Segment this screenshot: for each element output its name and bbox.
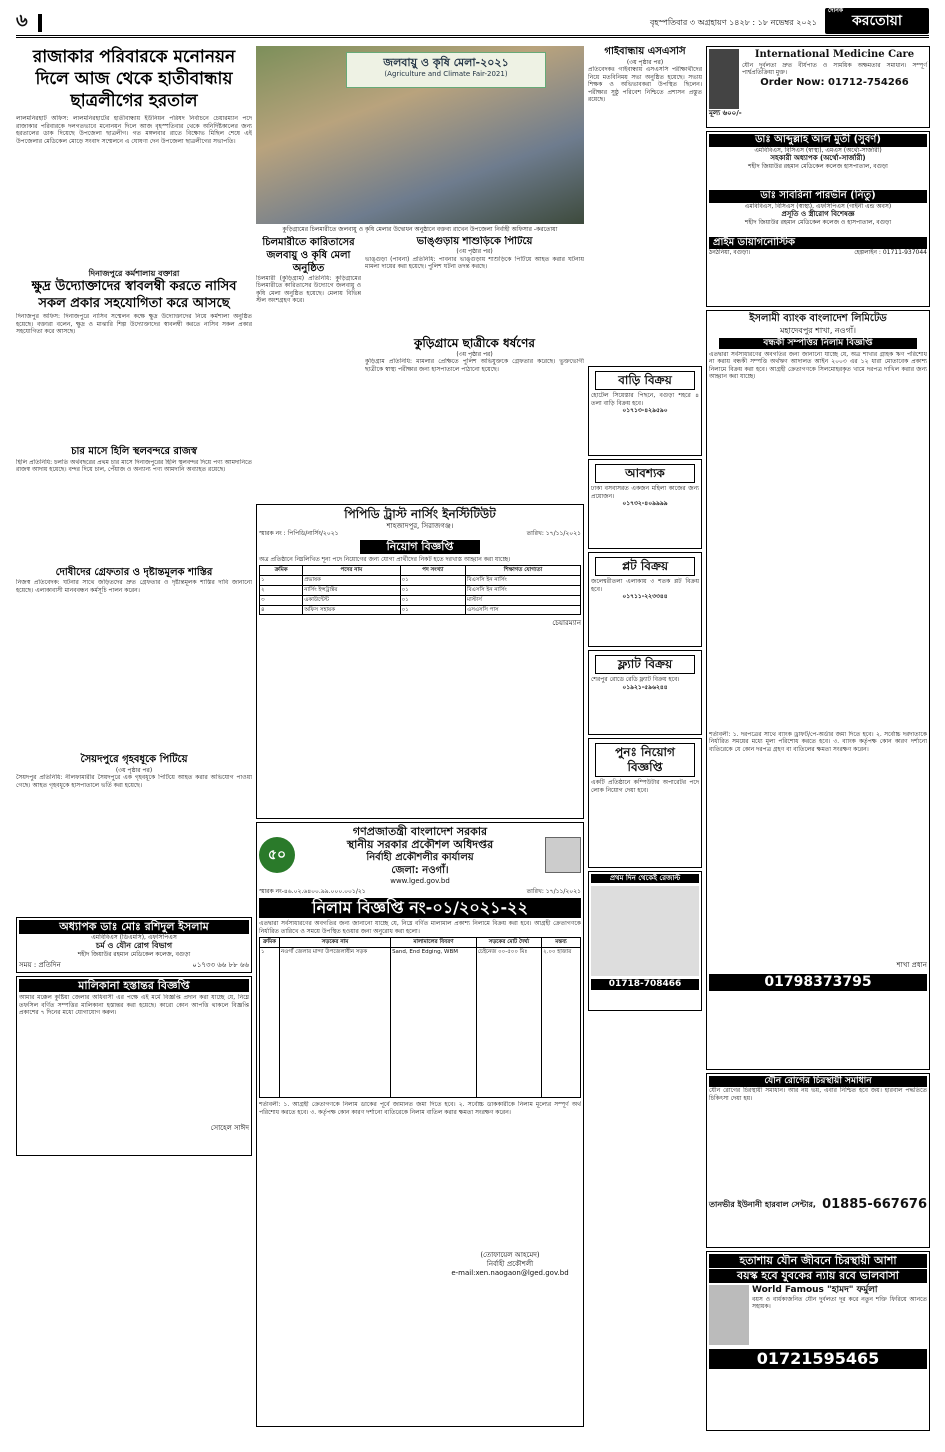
table-row [260,595,581,605]
kurigram-tag: (৩য় পৃষ্ঠার পর) [456,350,493,358]
classified-title: পুনঃ নিয়োগ বিজ্ঞপ্তি [595,743,695,777]
doctor2-address: শহীদ জিয়াউর রহমান মেডিকেল কলেজ ও হাসপাতাল, বগুড়া [744,219,892,226]
nursing-recruitment-ad [256,504,584,819]
gaibandha-tag: (৩য় পৃষ্ঠার পর) [626,58,664,66]
classified-phone: ০১৭৩২-৪০৯৯৯৯ [622,500,668,507]
product-ad-phone: 01718-708466 [591,979,699,990]
news-photo [256,46,584,224]
lged-dept: স্থানীয় সরকার প্রকৌশল অধিদপ্তর [346,838,494,852]
cell: মাস্টার্স [466,595,581,605]
sub-tag: দিনাজপুরে কর্মশালায় বক্তারা [88,269,180,279]
doctor-ad-time: সময় : প্রতিদিন [19,960,61,969]
cell: একাউন্টেন্ট [303,595,400,605]
diagnostic-phone: হেল্পলাইন : 01711-937044 [854,249,927,256]
doctor-ad [16,917,252,973]
herbal-phone: 01885-667676 [822,1197,927,1213]
portrait-icon [545,837,581,873]
nursing-table [259,565,581,615]
cell: চেইনেজ ০০-৫০০ মিঃ [476,948,541,1098]
cell: ৪ [260,605,303,615]
cell: ২.০০ হাজার [542,948,581,1098]
lged-website: www.lged.gov.bd [390,877,450,885]
cell: ৩ [260,595,303,605]
lged-intro: এতদ্বারা সর্বসাধারণের অবগতির জন্য জানানো যাচ্ছে যে, নিম্নে বর্ণিত মালামাল প্রকাশ্য নিলামে বিক্রয় করা হবে। আগ্রহী ক্রেতাগণকে নির্ধারিত তারিখে ও সময়ে উপস্থিত হওয়ার জন্য অনুরোধ করা হলো। [259,920,581,935]
medicine-bottle-icon [709,49,739,109]
imc-title: International Medicine Care [754,49,915,60]
ownership-transfer-ad [16,976,252,1156]
cell: Sand, End Edging, WBM [391,948,477,1098]
classified-phone: ০১৯২১-৫৯৬২৪৪ [622,683,668,691]
lged-office: নির্বাহী প্রকৌশলীর কার্যালয় [366,852,474,863]
golden-jubilee-icon: ৫০ [259,837,295,873]
doctor-ad-phone: ০১৭৩৩ ৬৬ ৮৮ ৬৬ [192,960,249,969]
fair-body: চিলমারী (কুড়িগ্রাম) প্রতিনিধি: কুড়িগ্রামের চিলমারীতে কারিতাসের উদ্যোগে জলবায়ু ও কৃষি মেলা অনুষ্ঠিত হয়েছে। মেলায় বিভিন্ন স্টল অংশগ্রহণ করে। [256,274,361,304]
herbal-head: যৌন রোগের চিরস্থায়ী সমাধান [709,1076,927,1087]
cell: ১ [260,575,303,585]
cell: অফিস সহায়ক [303,605,400,615]
classified-plot-sale [588,552,702,647]
product-ad-head: প্রথম দিন থেকেই রেজাল্ট [591,874,699,883]
doctor2-name: ডাঃ সাবরিনা পারভীন (নিতু) [709,190,927,203]
nursing-th: পদ সংখ্যা [400,566,465,576]
nursing-title: নিয়োগ বিজ্ঞপ্তি [360,540,480,554]
formula-title: World Famous "হামদ" ফর্মুলা [752,1284,878,1295]
cell: নওগাঁ জেলার মান্দা উপজেলাধীন সড়ক [280,948,391,1098]
lged-th: মন্তব্য [542,938,581,948]
imc-order: Order Now: 01712-754266 [760,76,909,88]
lged-th: ক্রমিক [260,938,280,948]
lged-table [259,937,581,1098]
doctors-ad [706,131,930,307]
photo-banner [346,52,546,88]
gaibandha-headline: গাইবান্ধায় এসএসসি [604,46,686,57]
cell: ১ [260,948,280,1098]
bhangura-body: ভাঙ্গুড়া (পাবনা) প্রতিনিধি: পাবনার ভাঙ্গুড়ায় শাশুড়িকে পিটিয়ে আহত করার ঘটনায় মামলা দায়ের করা হয়েছে। পুলিশ ঘটনা তদন্ত করছে। [365,255,584,270]
punish-body: নিজস্ব প্রতিবেদক: ঘটনার সাথে জড়িতদের দ্রুত গ্রেফতার ও দৃষ্টান্তমূলক শাস্তির দাবি জানানো হয়েছে। এলাকাবাসী মানববন্ধন কর্মসূচি পালন করেন। [16,579,252,594]
column-1 [16,46,252,1442]
lged-th: মালামালের বিবরণ [391,938,477,948]
imc-ad [706,46,930,128]
doctor1-degree: এমবিবিএস, বিসিএস (স্বাস্থ্য), এমএস (অর্থো-সার্জারী) [754,146,882,154]
classified-body: জলেশ্বরীতলা এলাকায় ৩ শতক প্লট বিক্রয় হবে। [591,578,699,593]
bhangura-headline: ভাঙ্গুড়ায় শাশুড়িকে পিটিয়ে [416,235,533,247]
photo-banner-title: জলবায়ু ও কৃষি মেলা-২০২১ [383,56,509,69]
nursing-th: পদের নাম [303,566,400,576]
cell: ২ [260,585,303,595]
lged-ref: স্মারক নং-৪৬.০২.৬৪০০.৯৯.০০০.০০১/২১ [259,887,366,895]
cell: প্রভাষক [303,575,400,585]
formula-head1: হতাশায় যৌন জীবনে চিরস্থায়ী আশা [709,1254,927,1268]
portrait-image [709,1285,749,1345]
bhangura-tag: (৩য় পৃষ্ঠার পর) [456,248,493,255]
lged-auction-ad [256,822,584,1427]
diagnostic-address: ঠনঠনিয়া, বগুড়া। [709,249,751,256]
doctor1-role: সহকারী অধ্যাপক (অর্থো-সার্জারী) [770,154,866,162]
masthead-logo [825,8,929,34]
cell: ০১ [400,585,465,595]
product-image [591,886,699,976]
gaibandha-body: প্রতিবেদকঃ গাইবান্ধায় এসএসসি পরীক্ষার্থীদের নিয়ে মতবিনিময় সভা অনুষ্ঠিত হয়েছে। সভায় শিক্ষক ও অভিভাবকরা উপস্থিত ছিলেন। পরীক্ষার সুষ্ঠু পরিবেশ নিশ্চিতে প্রশাসন প্রস্তুত রয়েছে। [588,66,702,103]
classified-recruitment [588,738,702,868]
classified-body: একটি প্রতিষ্ঠানে কম্পিউটার অপারেটর পদে লোক নিয়োগ দেয়া হবে। [591,779,699,794]
classified-phone: ০১৭১৩-৪২৯৫৯০ [622,407,668,414]
bank-terms: শর্তাবলী: ১. দরপত্রের সাথে ব্যাংক ড্রাফট/পে-অর্ডার জমা দিতে হবে। ২. সর্বোচ্চ দরদাতাকে নির্ধারিত সময়ের মধ্যে মূল্য পরিশোধ করতে হবে। ৩. ব্যাংক কর্তৃপক্ষ কোন কারণ দর্শানো ব্যতিরেকে যে কোন দরপত্র গ্রহণ বা বাতিলের ক্ষমতা সংরক্ষণ করেন। [709,730,927,753]
imc-body: যৌন দুর্বলতা দ্রুত বীর্যপাত ও সাময়িক অক্ষমতার সমাধান। সম্পূর্ণ পার্শ্বপ্রতিক্রিয়া মুক্ত। [742,61,927,76]
sub-headline: ক্ষুদ্র উদ্যোক্তাদের স্বাবলম্বী করতে নাসিব সকল প্রকার সহযোগিতা করে আসছে [31,279,237,312]
doctor-ad-address: শহীদ জিয়াউর রহমান মেডিকেল কলেজ, বগুড়া [77,951,191,959]
lead-headline: রাজাকার পরিবারকে মনোনয়ন দিলে আজ থেকে হাতীবান্ধায় ছাত্রলীগের হরতাল [32,47,236,112]
column-2 [256,46,584,1442]
lged-gov: গণপ্রজাতন্ত্রী বাংলাদেশ সরকার [352,824,488,838]
issue-date: বৃহস্পতিবার ৩ অগ্রহায়ণ ১৪২৮ : ১৮ নভেম্বর ২০২১ [649,18,817,27]
table-row [260,948,581,1098]
nursing-org: পিপিডি ট্রাস্ট নার্সিং ইনস্টিটিউট [344,506,496,521]
ownership-transfer-sign: সোহেল সাঈদ [210,1124,249,1133]
masthead-small: দৈনিক [828,7,844,14]
ownership-transfer-body: আমার মক্কেল কুষ্টিয়া জেলার অধিবাসী এর পক্ষে এই মর্মে বিজ্ঞপ্তি প্রদান করা যাচ্ছে যে, নিম্নে তফসিল বর্ণিত সম্পত্তির মালিকানা হস্তান্তর করা হয়েছে। কারো কোন আপত্তি থাকলে বিজ্ঞপ্তি প্রকাশের ৭ দিনের মধ্যে যোগাযোগ করুন। [19,994,249,1017]
doctor2-spec: প্রসূতি ও স্ত্রীরোগ বিশেষজ্ঞ [781,210,855,219]
classified-title: আবশ্যক [595,464,695,483]
classified-title: প্লট বিক্রয় [595,557,695,576]
saidpur-tag: (৩য় পৃষ্ঠার পর) [115,766,153,774]
lged-th: সড়কের মোট দৈর্ঘ্য [476,938,541,948]
formula-body: বয়স ও বার্ধক্যজনিত যৌন দুর্বলতা দূর করে নতুন শক্তি ফিরিয়ে আনতে সহায়ক। [752,1295,927,1311]
table-row [260,605,581,615]
table-row [260,585,581,595]
nursing-date: তারিখ: ১৭/১১/২০২১ [526,530,581,538]
lged-district: জেলা: নওগাঁ। [391,864,449,876]
formula-head2: বয়স্ক হবে যুবকের ন্যায় রবে ভালবাসা [709,1269,927,1283]
diagnostic-name: প্রাইম ডায়াগনোস্টিক [709,237,927,250]
page-number: ৬ [16,10,28,31]
classified-flat-sale [588,650,702,735]
ownership-transfer-title: মালিকানা হস্তান্তর বিজ্ঞপ্তি [19,979,249,993]
mattress-ad-phone: 01798373795 [709,974,927,992]
bank-title: বন্ধকী সম্পত্তির নিলাম বিজ্ঞপ্তি [719,338,917,349]
fair-headline: চিলমারীতে কারিতাসের জলবায়ু ও কৃষি মেলা অনুষ্ঠিত [262,236,355,274]
doctor2-degree: এমবিবিএস, বিসিএস (স্বাস্থ্য), এফসিপিএস (গাইনী এন্ড অবস) [744,202,892,210]
classified-body: হোটেল সিয়েস্তার পিছনে, বগুড়া শহরে ৪ তলা বাড়ি বিক্রয় হবে। [591,392,699,407]
bank-body: এতদ্বারা সর্বসাধারণের অবগতির জন্য জানানো যাচ্ছে যে, অত্র শাখার গ্রাহক ঋণ পরিশোধ না করায় বন্ধকী সম্পত্তি অর্থঋণ আদালত আইন ২০০৩ এর ১২ ধারা মোতাবেক প্রকাশ্য নিলামে বিক্রয় করা হবে। আগ্রহী ক্রেতাগণকে সিলমোহরকৃত খামে দরপত্র দাখিল করার জন্য আহ্বান করা যাচ্ছে। [709,350,927,381]
header-divider [38,14,42,32]
page-header [16,8,929,38]
classified-wanted [588,459,702,549]
cell: ০১ [400,575,465,585]
lged-terms: শর্তাবলী: ১. আগ্রহী ক্রেতাগণকে নিলাম ডাকের পূর্বে জামানত জমা দিতে হবে। ২. সর্বোচ্চ ডাককারীকে নিলাম মূল্যের সম্পূর্ণ অর্থ পরিশোধ করতে হবে। ৩. কর্তৃপক্ষ কোন কারণ দর্শানো ব্যতিরেকে নিলাম বাতিল করার ক্ষমতা সংরক্ষণ করেন। [259,1101,581,1116]
bank-sign: শাখা প্রধান [896,960,927,969]
classified-body: শেরপুর রোডে রেডি ফ্ল্যাট বিক্রয় হবে। [591,676,680,683]
nursing-intro: অত্র প্রতিষ্ঠানে নিম্নলিখিত শূন্য পদে নিয়োগের জন্য যোগ্য প্রার্থীদের নিকট হতে দরখাস্ত আহ্বান করা যাচ্ছে। [259,555,511,563]
herbal-body: যৌন রোগের চিরস্থায়ী সমাধান। আর নয় ভয়, এবার নিশ্চিত হবে জয়। হারবাল পদ্ধতিতে চিকিৎসা দেয়া হয়। [709,1087,927,1102]
cell: বিএসসি ইন নার্সিং [466,585,581,595]
doctor1-address: শহীদ জিয়াউর রহমান মেডিকেল কলেজ হাসপাতাল, বগুড়া [748,162,888,170]
table-row [260,575,581,585]
nursing-th: শিক্ষাগত যোগ্যতা [466,566,581,576]
classified-house-sale [588,366,702,456]
saidpur-headline: সৈয়দপুরে গৃহবধূকে পিটিয়ে [80,754,188,766]
doctor-ad-name: অধ্যাপক ডাঃ মোঃ রশিদুল ইসলাম [19,920,249,934]
kurigram-headline: কুড়িগ্রামে ছাত্রীকে ধর্ষণের [414,335,535,350]
doctor1-name: ডাঃ আব্দুল্লাহ আল মুতী (সুবর্ণ) [709,134,927,147]
punish-headline: দোষীদের গ্রেফতার ও দৃষ্টান্তমূলক শাস্তির [55,566,213,578]
classified-title: ফ্ল্যাট বিক্রয় [595,655,695,674]
lged-title: নিলাম বিজ্ঞপ্তি নং-০১/২০২১-২২ [259,898,581,918]
herbal-center: তানভীর ইউনানী হারবাল সেন্টার, [709,1200,816,1210]
bank-name: ইসলামী ব্যাংক বাংলাদেশ লিমিটেড [749,313,887,324]
bank-branch: মহাদেবপুর শাখা, নওগাঁ। [779,325,856,335]
product-ad [588,871,702,1011]
lead-body: লালমনিরহাট অফিস: লালমনিরহাটের হাতীবান্ধায় ইউনিয়ন পরিষদ নির্বাচনে চেয়ারম্যান পদে রাজাকার পরিবারকে দলগতভাবে মনোনয়ন দিলে আজ বৃহস্পতিবার থেকে অনির্দিষ্টকালের জন্য হরতালের ডাক দিয়েছে উপজেলা ছাত্রলীগ। গত মঙ্গলবার রাতে বিক্ষোভ মিছিল শেষে এই উপজেলার মেডিকেল মোড়ে সংবাদ সম্মেলনে এ ঘোষণা দেন উপজেলা ছাত্রলীগের সভাপতি। [16,115,252,145]
classified-title: বাড়ি বিক্রয় [595,371,695,390]
saidpur-body: সৈয়দপুর প্রতিনিধি: নীলফামারীর সৈয়দপুরে এক গৃহবধূকে পিটিয়ে আহত করার অভিযোগ পাওয়া গেছে। আহত গৃহবধূকে হাসপাতালে ভর্তি করা হয়েছে। [16,774,252,789]
hili-headline: চার মাসে হিলি স্থলবন্দরে রাজস্ব [71,446,197,458]
herbal-ad [706,1073,930,1248]
sub-body: দিনাজপুর অফিস: দিনাজপুরে নাসিব সম্মেলন কক্ষে ক্ষুদ্র উদ্যোক্তাদের নিয়ে কর্মশালা অনুষ্ঠিত হয়েছে। বক্তারা বলেন, ক্ষুদ্র ও মাঝারি শিল্প উদ্যোক্তাদের স্বাবলম্বী করতে নাসিব সকল প্রকার সহযোগিতা করে আসছে। [16,313,252,336]
photo-caption: কুড়িগ্রামের চিলমারীতে জলবায়ু ও কৃষি মেলার উদ্বোধন অনুষ্ঠানে বক্তব্য রাখেন উপজেলা নির্বাহী অফিসার -করতোয়া [282,226,558,233]
nursing-address: শাহজাদপুর, সিরাজগঞ্জ। [386,521,454,530]
lged-th: সড়কের নাম [280,938,391,948]
lged-sign-role: নির্বাহী প্রকৌশলী [486,1259,534,1268]
formula-phone: 01721595465 [709,1349,927,1369]
imc-price: মূল্য ৬০০/- [709,109,742,117]
nursing-sign: চেয়ারম্যান [552,619,581,628]
cell: বিএসসি ইন নার্সিং [466,575,581,585]
kurigram-body: কুড়িগ্রাম প্রতিনিধি: মামলার প্রেক্ষিতে পুলিশ অভিযুক্তকে গ্রেফতার করেছে। ভুক্তভোগী ছাত্রীকে স্বাস্থ্য পরীক্ষার জন্য হাসপাতালে পাঠানো হয়েছে। [365,358,584,373]
lged-date: তারিখ: ১৭/১১/২০২১ [526,887,581,895]
cell: এসএসসি পাস [466,605,581,615]
column-3 [588,46,702,1442]
hili-body: হিলি প্রতিনিধি: চলতি অর্থবছরের প্রথম চার মাসে দিনাজপুরের হিলি স্থলবন্দর দিয়ে পণ্য আমদানিতে রাজস্ব আদায় হয়েছে। বন্দর দিয়ে চাল, পেঁয়াজ ও অন্যান্য পণ্য আমদানি অব্যাহত রয়েছে। [16,458,252,474]
lged-sign: (তোফায়েল আহমেদ) [480,1251,540,1260]
photo-banner-subtitle: (Agriculture and Climate Fair-2021) [384,69,508,78]
cell: ০১ [400,595,465,605]
masthead-name: করতোয়া [852,13,902,29]
bank-auction-ad [706,310,930,1070]
classified-body: ঢাকা বসবাসরত একজন মহিলা কাজের জন্য প্রয়োজন। [591,485,699,500]
nursing-th: ক্রমিক [260,566,303,576]
cell: ০১ [400,605,465,615]
cell: নার্সিং ইন্সট্রাক্টর [303,585,400,595]
nursing-ref: স্মারক নং : পিপিডি/নার্সিং/২০২১ [259,530,339,538]
lged-email: e-mail:xen.naogaon@lged.gov.bd [451,1268,569,1277]
classified-phone: ০১৭১১-২২৩৩৪৪ [622,593,668,600]
column-4 [706,46,930,1442]
doctor-ad-degree: এমবিবিএস (ডিএমসি), এফসিপিএস [91,933,177,941]
formula-ad [706,1251,930,1431]
doctor-ad-spec: চর্ম ও যৌন রোগ বিভাগ [95,941,173,951]
